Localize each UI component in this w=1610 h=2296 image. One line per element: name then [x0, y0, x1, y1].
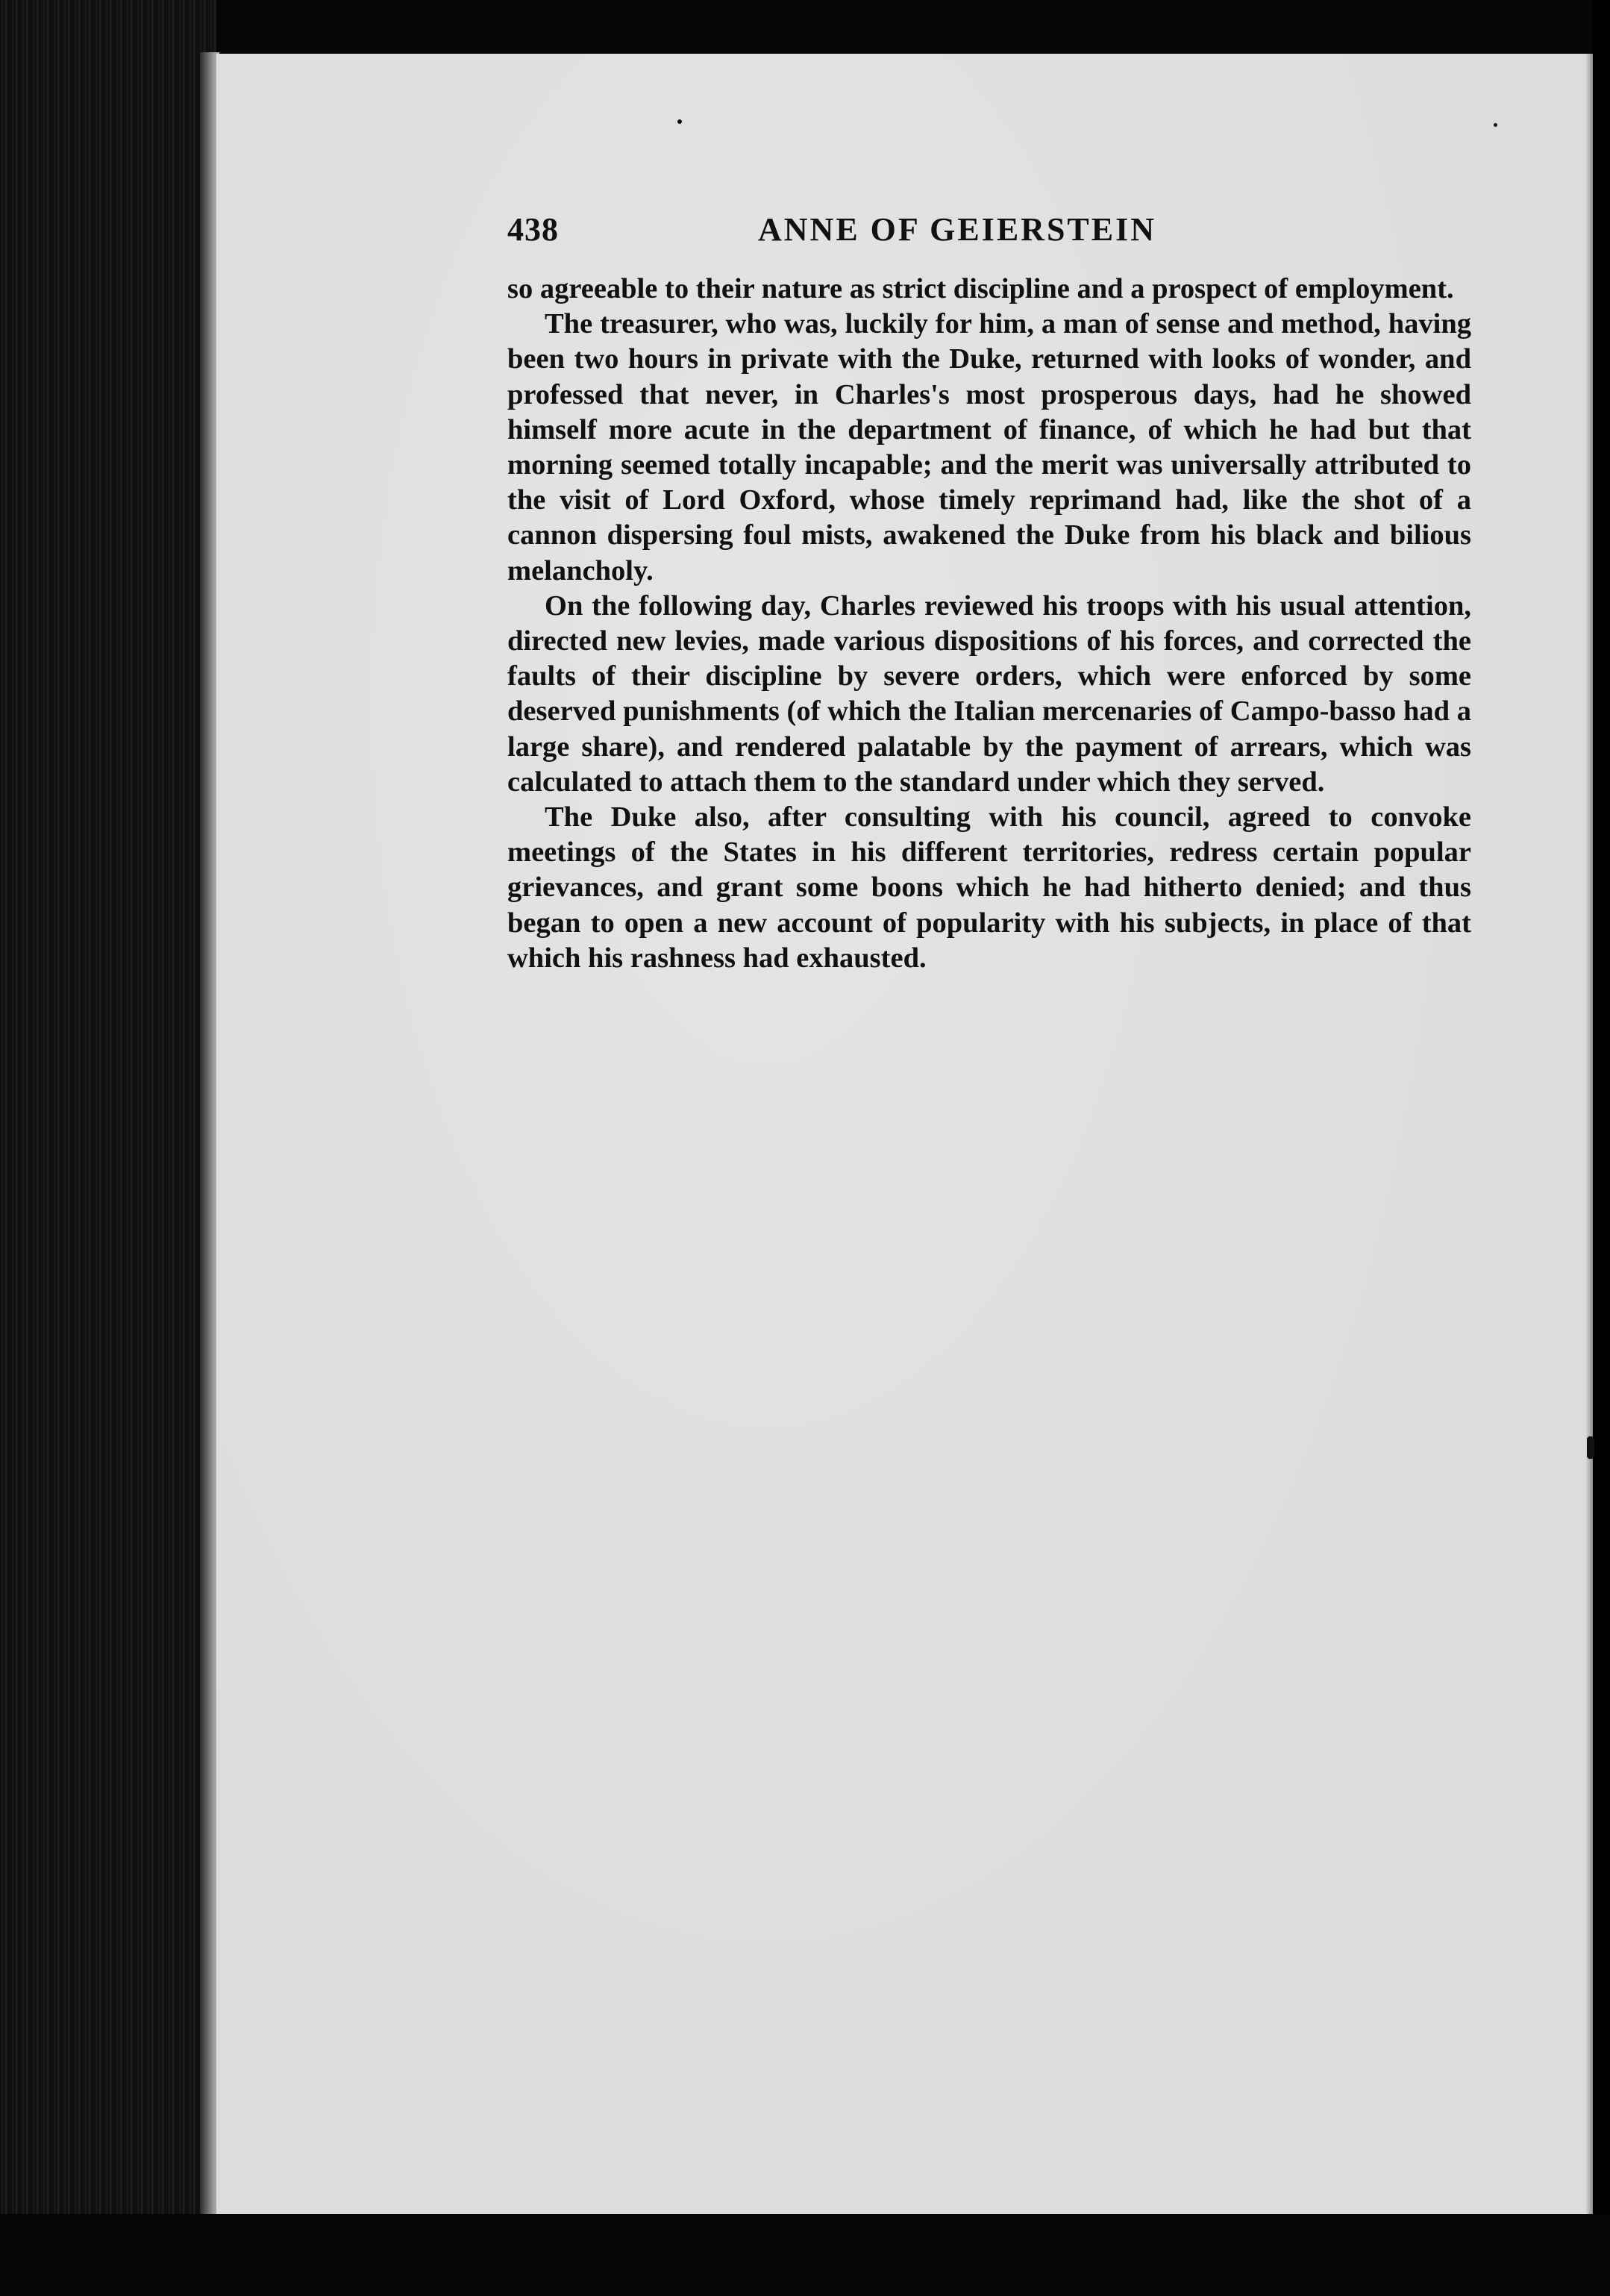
running-head [507, 210, 1471, 255]
book-binding [0, 0, 216, 2296]
scan-speck [1494, 123, 1497, 127]
page-shadow [1585, 54, 1593, 2214]
running-title: ANNE OF GEIERSTEIN [758, 211, 1157, 248]
scan-speck [1587, 1436, 1594, 1459]
paragraph: so agreeable to their nature as strict discipline and a prospect of employment. [507, 273, 1454, 304]
scan-bottom-border [0, 2214, 1610, 2296]
paragraph: On the following day, Charles reviewed his troops with his usual attention, directed new levies, made various dispositions of his forces, and corrected the faults of their discipline by severe orders, which were enforced by some deserved punishments (of which the Italian mercenaries of Campo-basso had a large share), and rendered palatable by the payment of arrears, which was calculated to attach them to the standard under which they served. [507, 589, 1471, 798]
paragraph: The Duke also, after consulting with his council, agreed to convoke meetings of the States in his different territories, redress certain popular grievances, and grant some boons which he had hitherto denied; and thus began to open a new account of popularity with his subjects, in place of that which his rashness had exhausted. [507, 801, 1471, 974]
scan-speck [677, 119, 682, 124]
scan-right-border [1593, 0, 1610, 2296]
paragraph: The treasurer, who was, luckily for him, a man of sense and method, having been two hours in private with the Duke, returned with looks of wonder, and professed that never, in Charles's most prosperous days, had he showed himself more acute in the department of finance, of which he had but that morning seemed totally incapable; and the merit was universally attributed to the visit of Lord Oxford, whose timely reprimand had, like the shot of a cannon dispersing foul mists, awakened the Duke from his black and bilious melancholy. [507, 308, 1471, 586]
page-number: 438 [507, 211, 559, 248]
scan-top-border [0, 0, 1610, 54]
page-content [507, 210, 1471, 976]
